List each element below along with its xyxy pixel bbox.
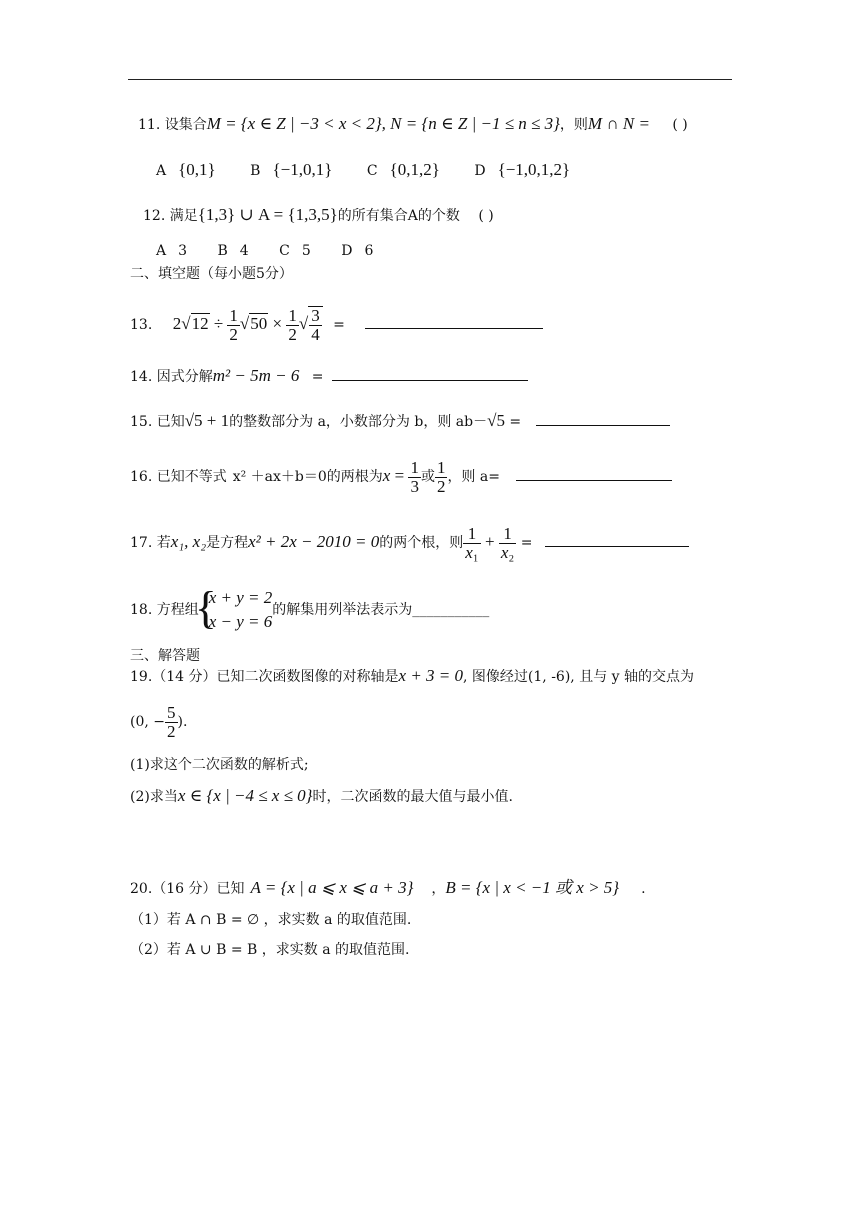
q15-lead: 15. 已知 bbox=[130, 414, 185, 430]
q19-line1: 19.（14 分）已知二次函数图像的对称轴是 bbox=[130, 669, 399, 685]
question-16: 16. 已知不等式 x² ＋ax＋b＝0的两根为x = $\frac{1}{3}$ 或 $\frac{1}{2}$ ，则 a= bbox=[130, 456, 672, 497]
q19-part-2-lead: (2)求当 bbox=[130, 789, 178, 805]
q19-part-2-tail: 时，二次函数的最大值与最小值. bbox=[312, 789, 513, 805]
q11-option-letter: D bbox=[474, 163, 486, 179]
q15-math2: √5 bbox=[487, 411, 505, 430]
question-14 bbox=[130, 366, 528, 387]
header-rule bbox=[128, 79, 732, 80]
q15-math: √5 + 1 bbox=[184, 411, 230, 430]
q11-option-value: {0,1} bbox=[178, 160, 216, 179]
section-3-heading: 三、解答题 bbox=[130, 648, 200, 664]
q16-lead: 16. 已知不等式 bbox=[130, 469, 227, 485]
q13-answer-blank bbox=[365, 314, 543, 329]
q19-point-prefix: (0, − bbox=[130, 714, 165, 730]
q19-axis: x + 3 = 0 bbox=[398, 666, 464, 685]
q19-part-2 bbox=[130, 786, 513, 807]
q17-vars: x₁, x₂ bbox=[170, 532, 207, 551]
question-18 bbox=[130, 586, 489, 634]
q16-inequality: x² ＋ax＋b＝0 bbox=[232, 469, 327, 485]
q20-comma: ， bbox=[431, 881, 446, 897]
q12-paren: ( ) bbox=[478, 208, 494, 224]
q11-option-value: {−1,0,1,2} bbox=[497, 160, 571, 179]
question-20 bbox=[130, 878, 646, 899]
question-15 bbox=[130, 411, 670, 432]
q17-equals: = bbox=[520, 535, 533, 551]
q19-point-suffix: ). bbox=[177, 714, 188, 730]
q18-equation-system bbox=[199, 586, 273, 634]
question-11 bbox=[138, 114, 688, 135]
q20-part-1: （1）若 A ∩ B = ∅ ，求实数 a 的取值范围. bbox=[130, 912, 412, 928]
q15-answer-blank bbox=[536, 411, 670, 426]
section-2-heading: 二、填空题（每小题5分） bbox=[130, 266, 293, 282]
q20-part-2: （2）若 A ∪ B = B ，求实数 a 的取值范围. bbox=[130, 942, 410, 958]
q18-lead: 18. 方程组 bbox=[130, 602, 199, 618]
q17-math: x² + 2x − 2010 = 0 bbox=[248, 532, 380, 551]
q14-math: m² − 5m − 6 bbox=[212, 366, 300, 385]
q12-lead: 12. 满足 bbox=[143, 208, 198, 224]
q12-options bbox=[156, 241, 373, 261]
q11-option-value: {−1,0,1} bbox=[272, 160, 333, 179]
question-12 bbox=[143, 205, 494, 226]
q19-part-2-math: x ∈ {x | −4 ≤ x ≤ 0} bbox=[177, 786, 313, 805]
q12-option-value: 5 bbox=[301, 243, 311, 259]
q12-option-letter: A bbox=[156, 243, 167, 259]
q11-lead: 11. 设集合 bbox=[138, 117, 207, 133]
q16-or: 或 bbox=[420, 469, 435, 485]
q15-text: 的整数部分为 a，小数部分为 b，则 ab－ bbox=[229, 414, 488, 430]
q12-option-value: 6 bbox=[364, 243, 374, 259]
q17-text: 是方程 bbox=[206, 535, 249, 551]
q14-answer-blank bbox=[332, 366, 528, 381]
q11-paren: ( ) bbox=[672, 117, 688, 133]
q13-equals: = bbox=[333, 317, 345, 333]
q11-option-letter: A bbox=[156, 163, 167, 179]
q12-option-value: 4 bbox=[239, 243, 249, 259]
question-17: 17. 若x₁, x₂是方程x² + 2x − 2010 = 0的两个根，则 $\frac{1}{\text{x₁}}$ + $\frac{1}{\text{x₂}}$ = bbox=[130, 522, 689, 563]
q19-point-numerator: 5 bbox=[167, 702, 176, 722]
q14-equals: = bbox=[311, 369, 324, 385]
q18-tail: 的解集用列举法表示为___________ bbox=[272, 602, 490, 618]
q15-equals: = bbox=[509, 414, 522, 430]
q20-end: . bbox=[641, 881, 646, 897]
q11-options bbox=[156, 160, 570, 181]
q12-option-letter: C bbox=[279, 243, 290, 259]
question-19 bbox=[130, 666, 694, 687]
q14-lead: 14. 因式分解 bbox=[130, 369, 213, 385]
q20-set-a: A = {x | a ⩽ x ⩽ a + 3} bbox=[250, 878, 414, 897]
q12-option-value: 3 bbox=[178, 243, 188, 259]
q12-math: {1,3} ∪ A = {1,3,5} bbox=[197, 205, 338, 224]
q11-math2: M ∩ N = bbox=[587, 114, 650, 133]
q12-option-letter: B bbox=[217, 243, 228, 259]
q19-part-1: (1)求这个二次函数的解析式; bbox=[130, 757, 309, 773]
q16-answer-blank bbox=[516, 466, 672, 481]
q13-number: 13. bbox=[130, 317, 153, 333]
q17-answer-blank bbox=[545, 532, 689, 547]
q18-equation-2: x − y = 6 bbox=[208, 612, 273, 631]
q16-tail: ，则 a= bbox=[447, 469, 500, 485]
q11-option-value: {0,1,2} bbox=[389, 160, 440, 179]
q20-set-b: B = {x | x < −1 或 x > 5} bbox=[445, 878, 620, 897]
q19-line1b: , 图像经过(1, -6), 且与 y 轴的交点为 bbox=[463, 669, 695, 685]
q11-tail: ，则 bbox=[559, 117, 588, 133]
q17-text2: 的两个根，则 bbox=[379, 535, 464, 551]
q11-option-letter: B bbox=[250, 163, 261, 179]
q11-option-letter: C bbox=[366, 163, 378, 179]
q19-point bbox=[130, 702, 187, 742]
q17-lead: 17. 若 bbox=[130, 535, 171, 551]
q11-math: M = {x ∈ Z | −3 < x < 2}, N = {n ∈ Z | −1 ≤ n ≤ 3} bbox=[206, 114, 560, 133]
question-13: 13. 2√12 ÷ $\frac{1}{2}$ √50 × $\frac{1}{2}$ √ $\frac{3}{4}$ = bbox=[130, 306, 543, 344]
q16-text: 的两根为 bbox=[326, 469, 383, 485]
q19-point-denominator: 2 bbox=[167, 721, 176, 741]
q18-equation-1: { x + y = 2 bbox=[208, 588, 273, 607]
q12-option-letter: D bbox=[341, 243, 353, 259]
q20-lead: 20.（16 分）已知 bbox=[130, 881, 245, 897]
q12-tail: 的所有集合A的个数 bbox=[337, 208, 460, 224]
